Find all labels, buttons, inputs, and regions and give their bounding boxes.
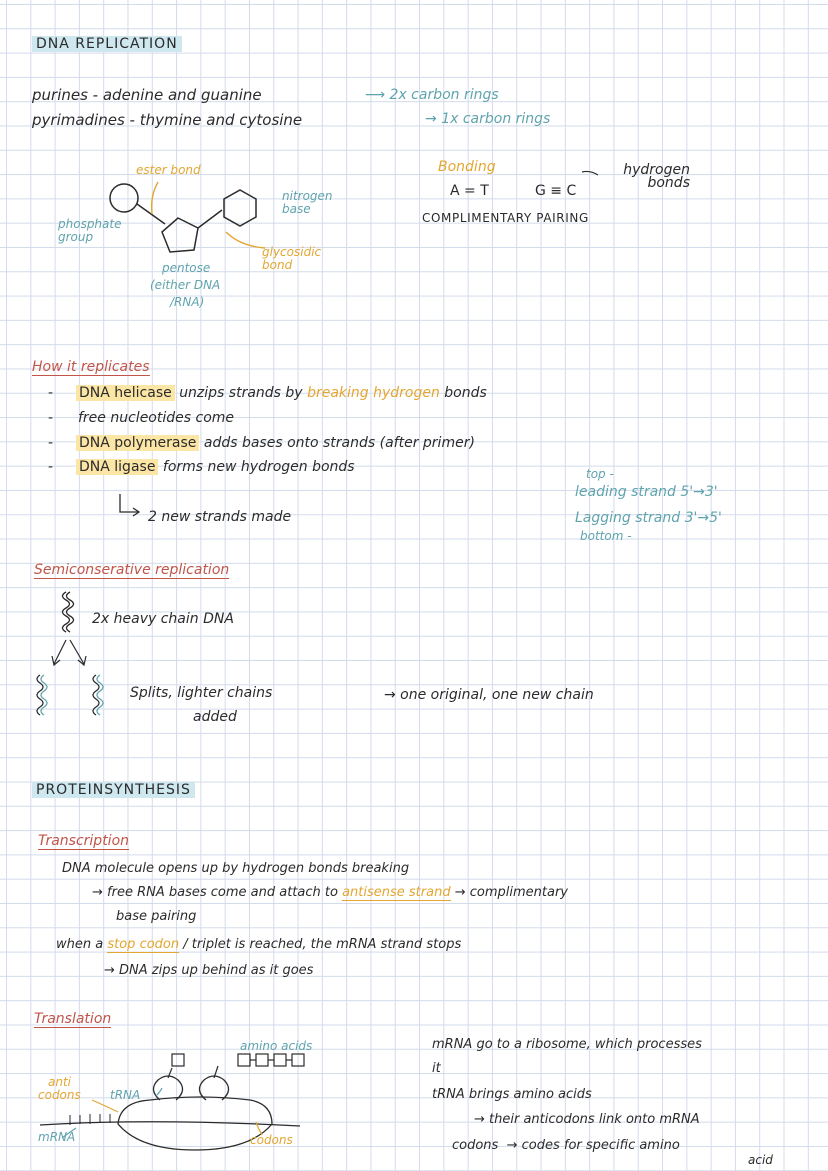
codons-label: codons <box>250 1133 293 1147</box>
two-new-strands: 2 new strands made <box>148 509 292 525</box>
anticodons-label-1: anti <box>48 1075 71 1089</box>
step1-bullet: - <box>48 385 54 401</box>
transcription-line-4: when a stop codon / triplet is reached, the mRNA strand stops <box>56 937 462 952</box>
pentose-note-1: (either DNA <box>150 278 221 292</box>
transcription-line-5: → DNA zips up behind as it goes <box>104 963 314 978</box>
how-it-replicates-heading: How it replicates <box>32 359 150 375</box>
anticodons-label-2: codons <box>38 1088 81 1102</box>
translation-note-5: codons → codes for specific amino <box>452 1138 680 1153</box>
leading-strand: leading strand 5'→3' <box>575 484 718 500</box>
trna-left <box>153 1076 182 1100</box>
complementary-pairing: COMPLIMENTARY PAIRING <box>422 211 589 225</box>
transcription-line-1: DNA molecule opens up by hydrogen bonds breaking <box>62 861 410 876</box>
mrna-strand <box>40 1122 300 1126</box>
nitrogen-base-label: nitrogen base <box>282 189 333 217</box>
trna-arrow <box>156 1088 162 1096</box>
purines-line: purines - adenine and guanine <box>32 86 262 104</box>
ester-bond-label: ester bond <box>136 163 201 177</box>
step1: DNA helicase unzips strands by breaking hydrogen bonds <box>76 386 487 400</box>
amino-acid-2 <box>256 1054 268 1066</box>
pyrimidines-note: → 1x carbon rings <box>425 111 551 127</box>
pentose-label: pentose <box>162 261 211 275</box>
trna-label: tRNA <box>110 1088 141 1102</box>
step3-bullet: - <box>48 435 54 451</box>
splits-line-2: added <box>193 709 237 725</box>
step3: DNA polymerase adds bases onto strands (after primer) <box>76 436 475 450</box>
step2-bullet: - <box>48 410 54 426</box>
amino-acid-3 <box>274 1054 286 1066</box>
top-label: top - <box>586 467 614 481</box>
translation-note-4: → their anticodons link onto mRNA <box>474 1112 700 1127</box>
amino-acids-label: amino acids <box>240 1039 313 1053</box>
translation-note-3: tRNA brings amino acids <box>432 1087 592 1102</box>
phosphate-group-label: phosphate group <box>58 217 122 244</box>
pyrimidines-line: pyrimadines - thymine and cytosine <box>32 111 303 129</box>
translation-note-2: it <box>432 1061 441 1076</box>
step4-bullet: - <box>48 459 54 475</box>
pentose-note-2: /RNA) <box>170 295 205 309</box>
one-original-one-new: → one original, one new chain <box>384 687 594 703</box>
hydrogen-bonds-label: hydrogen bonds <box>623 162 690 192</box>
bonding-title: Bonding <box>438 159 496 175</box>
amino-acid-1 <box>238 1054 250 1066</box>
bottom-label: bottom - <box>580 529 632 543</box>
lagging-strand: Lagging strand 3'→5' <box>575 510 722 526</box>
heavy-chain: 2x heavy chain DNA <box>92 611 234 627</box>
translation-heading: Translation <box>34 1011 112 1027</box>
transcription-line-3: base pairing <box>116 909 197 924</box>
at-pair: A = T <box>450 183 489 199</box>
glycosidic-bond-label: glycosidic bond <box>262 245 322 272</box>
step2: free nucleotides come <box>78 410 235 426</box>
gc-pair: G ≡ C <box>535 183 577 199</box>
section-title-protein-synthesis: PROTEINSYNTHESIS <box>32 782 195 798</box>
transcription-line-2: → free RNA bases come and attach to antisense strand → complimentary <box>92 885 569 900</box>
purines-note: ⟶ 2x carbon rings <box>365 87 499 103</box>
translation-note-1: mRNA go to a ribosome, which processes <box>432 1037 702 1052</box>
amino-acid-4 <box>292 1054 304 1066</box>
semiconservative-heading: Semiconserative replication <box>34 562 230 578</box>
step4: DNA ligase forms new hydrogen bonds <box>76 460 355 474</box>
transcription-heading: Transcription <box>38 833 130 849</box>
mrna-label: mRNA <box>38 1130 76 1144</box>
splits-line-1: Splits, lighter chains <box>130 685 273 701</box>
translation-note-6: acid <box>748 1153 773 1167</box>
section-title-dna-replication: DNA REPLICATION <box>32 36 182 52</box>
